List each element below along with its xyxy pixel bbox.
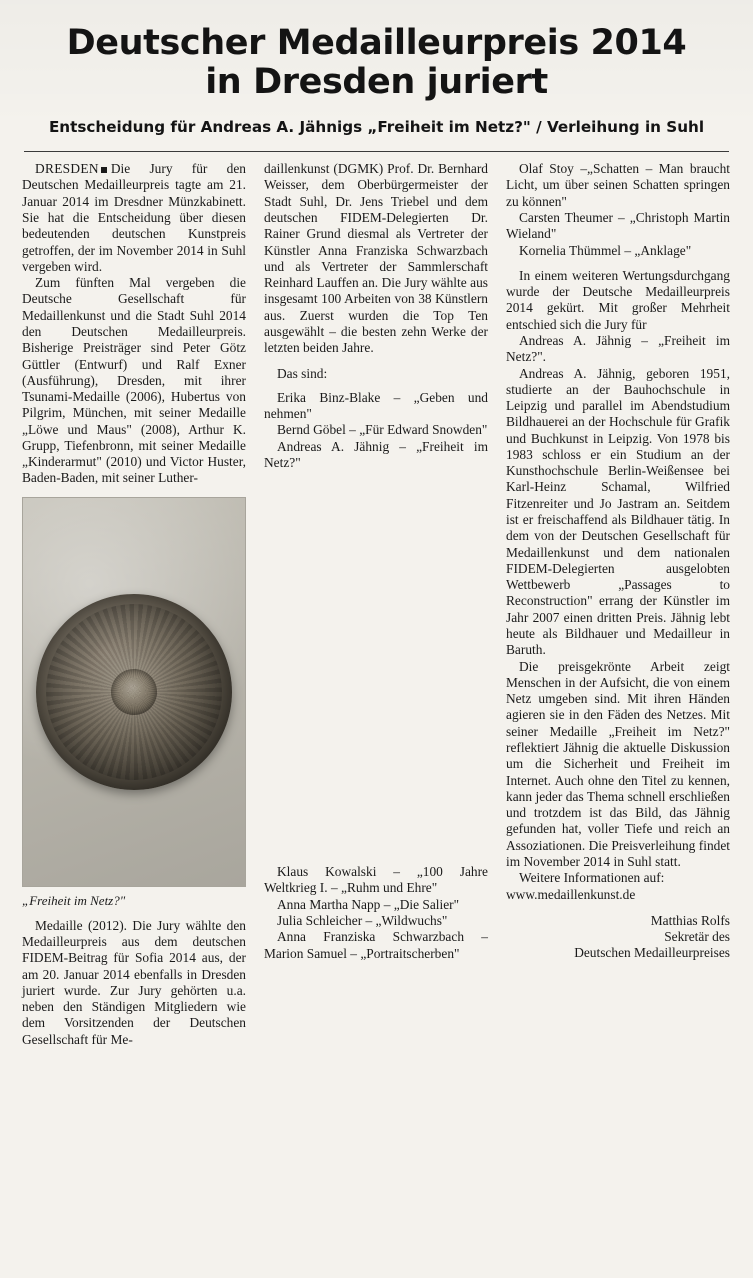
list-item: Erika Binz-Blake – „Geben und nehmen": [264, 389, 488, 422]
list-spacer: [264, 382, 488, 390]
list-item: Anna Martha Napp – „Die Salier": [277, 896, 460, 912]
header-divider: [24, 151, 729, 152]
column-2: [264, 161, 488, 962]
list-item: Bernd Göbel – „Für Edward Snowden": [277, 422, 488, 438]
signoff-role-line-2: Deutschen Medailleurpreises: [574, 945, 730, 961]
signoff: [506, 913, 730, 962]
signoff-name: Matthias Rolfs: [650, 912, 730, 928]
list-item: Olaf Stoy –„Schatten – Man braucht Licht, um über seinen Schatten springen zu können": [506, 161, 730, 209]
headline-line-2: in Dresden juriert: [205, 62, 548, 103]
column3-paragraph-1: In einem weiteren Wertungsdurchgang wurde der Deutsche Medailleurpreis 2014 gekürt. Mit großer Mehrheit entschied sich die Jury für: [506, 267, 730, 332]
column-1: [22, 161, 246, 1048]
figure-caption: „Freiheit im Netz?": [22, 892, 126, 908]
article-columns: [22, 161, 731, 1048]
column1-paragraph-3: Medaille (2012). Die Jury wählte den Medailleurpreis aus dem deutschen FIDEM-Beitrag für Sofia 2014 aus, der am 20. Januar 2014 ebenfalls in Dresden juriert wurde. Zur Jury gehörten u.a. neben den Ständigen Mitgliedern wie dem Vorsitzenden der Deutschen Gesellschaft für Me-: [22, 917, 246, 1047]
subheadline: Entscheidung für Andreas A. Jähnigs „Freiheit im Netz?" / Verleihung in Suhl: [48, 118, 705, 137]
list-item: Kornelia Thümmel – „Anklage": [519, 242, 692, 258]
dateline-paragraph: [22, 161, 246, 275]
medal-center-icon: [111, 669, 157, 715]
column2-list-intro: Das sind:: [277, 365, 328, 381]
column3-paragraph-4: Weitere Informationen auf:: [519, 870, 665, 886]
column1-paragraph-2: Zum fünften Mal vergeben die Deutsche Gesellschaft für Medaillenkunst und die Stadt Suhl 2014 den Deutschen Medailleurpreis. Bisherige Preisträger sind Peter Götz Güttler (Entwurf) und Ralf Exner (Ausführung), Dresden, mit ihrer Tsunami-Medaille (2006), Hubertus von Pilgrim, München, mit seiner Medaille „Löwe und Maus" (2008), Arthur K. Grupp, Tiefenbronn, mit seiner Medaille „Kinderarmut" (2010) und Victor Huster, Baden-Baden, mit seiner Luther-: [22, 275, 246, 486]
list-item: Andreas A. Jähnig – „Freiheit im Netz?": [264, 438, 488, 470]
website-link[interactable]: www.medaillenkunst.de: [506, 886, 636, 902]
list-item: Anna Franziska Schwarzbach – Marion Samuel – „Portraitscherben": [264, 929, 488, 961]
column3-paragraph-2: Andreas A. Jähnig, geboren 1951, studierte an der Bauhochschule in Leipzig und parallel im Abendstudium Bildhauerei an der Hochschule für Grafik und Buchkunst in Leipzig. Von 1978 bis 1983 schloss er ein Studium an der Kunsthochschule Berlin-Weißensee bei Karl-Heinz Schamal, Wilfried Fitzenreiter und Jo Jastram an. Seitdem ist er freischaffend als Bildhauer tätig. In dem von der Deutschen Gesellschaft für Medaillenkunst und dem nationalen FIDEM-Delegierten ausgelobten Wettbewerb „Passages to Reconstruction" errang der Künstler im Jahr 2007 einen dritten Preis. Jähnig lebt heute als Bildhauer und Medailleur in Baruth.: [506, 365, 730, 658]
medal-photo: [22, 497, 246, 887]
column2-image-gutter: [264, 471, 488, 864]
list-item: Klaus Kowalski – „100 Jahre Weltkrieg I. – „Ruhm und Ehre": [264, 864, 488, 896]
dateline-city: DRESDEN: [35, 161, 99, 177]
page-title: [22, 24, 731, 102]
headline-line-1: Deutscher Medailleurpreis 2014: [66, 23, 687, 63]
column2-paragraph-1: daillenkunst (DGMK) Prof. Dr. Bernhard Weisser, dem Oberbürgermeister der Stadt Suhl, Dr. Jens Triebel und dem deutschen FIDEM-Delegierten Dr. Rainer Grund diesmal als Vertreter der Künstler Anna Franziska Schwarzbach und als Vertreter der Sammlerschaft Reinhard Lauffen an. Die Jury wählte aus insgesamt 100 Arbeiten von 38 Künstlern aus. Zuerst wurden die Top Ten ausgewählt – die besten zehn Werke der letzten beiden Jahre.: [264, 161, 488, 356]
column1-paragraph-1: Die Jury für den Deutschen Medailleurpreis tagte am 21. Januar 2014 im Dresdner Münzkabinett. Sie hat die Entscheidung über diesen bedeutenden deutschen Kunstpreis getroffen, der im November 2014 in Suhl vergeben wird.: [22, 161, 246, 274]
column-3: [506, 161, 730, 962]
medal-figure: [22, 497, 246, 909]
winner-entry: Andreas A. Jähnig – „Freiheit im Netz?".: [506, 332, 730, 365]
signoff-role-line-1: Sekretär des: [664, 929, 730, 945]
list-item: Carsten Theumer – „Christoph Martin Wieland": [506, 209, 730, 242]
medal-disc-icon: [36, 594, 232, 790]
column3-paragraph-3: Die preisgekrönte Arbeit zeigt Menschen in der Aufsicht, die von einem Netz umgeben sind. Mit ihren Händen agieren sie in den Fäden des Netzes. Mit seiner Medaille „Freiheit im Netz?" reflektiert Jähnig die aktuelle Diskussion um die Sicherheit und Freiheit im Internet. Auch ohne den Titel zu kennen, kann jeder das Thema schnell erschließen und trotzdem ist das Bild, das Jähnig gefunden hat, voller Tiefe und reich an Assoziationen. Die Preisverleihung findet im November 2014 in Suhl statt.: [506, 658, 730, 869]
list-item: Julia Schleicher – „Wildwuchs": [277, 913, 448, 929]
dateline-square-icon: [101, 167, 107, 173]
